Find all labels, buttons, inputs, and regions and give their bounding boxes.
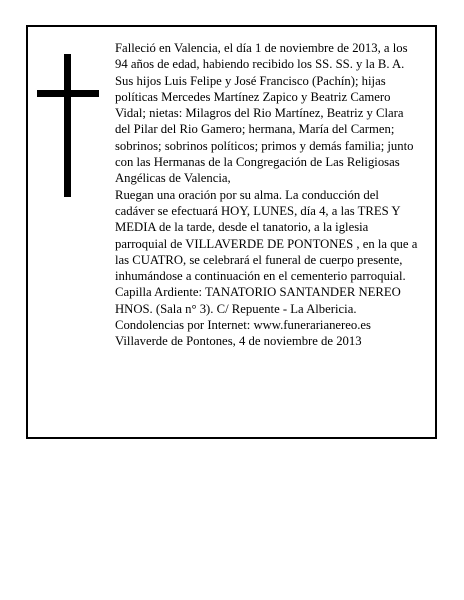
- cross-horizontal-bar: [37, 90, 99, 97]
- condolences-line: Condolencias por Internet: www.funerarianereo.es: [115, 318, 371, 333]
- latin-cross-icon: [37, 54, 99, 197]
- place-date-line: Villaverde de Pontones, 4 de noviembre de 2013: [115, 334, 362, 349]
- death-announcement-paragraph: Falleció en Valencia, el día 1 de noviembre de 2013, a los 94 años de edad, habiendo recibido los SS. SS. y la B. A.: [115, 41, 408, 72]
- family-paragraph: Sus hijos Luis Felipe y José Francisco (Pachín); hijas políticas Mercedes Martínez Zapico y Beatriz Camero Vidal; nietas: Milagros del Rio Martínez, Beatriz y Clara del Pilar del Rio Gamero; hermana, María del Carmen; sobrinos; sobrinos políticos; primos y demás familia; junto con las Hermanas de la Congregación de Las Religiosas Angélicas de Valencia,: [115, 73, 414, 186]
- cross-vertical-bar: [64, 54, 71, 197]
- obituary-text: [115, 40, 419, 350]
- funeral-details-paragraph: Ruegan una oración por su alma. La conducción del cadáver se efectuará HOY, LUNES, día 4, a las TRES Y MEDIA de la tarde, desde el tanatorio, a la iglesia parroquial de VILLAVERDE DE PONTONES , en la que a las CUATRO, se celebrará el funeral de cuerpo presente, inhumándose a continuación en el cementerio parroquial. Capilla Ardiente: TANATORIO SANTANDER NEREO HNOS. (Sala n° 3). C/ Repuente - La Albericia.: [115, 187, 418, 316]
